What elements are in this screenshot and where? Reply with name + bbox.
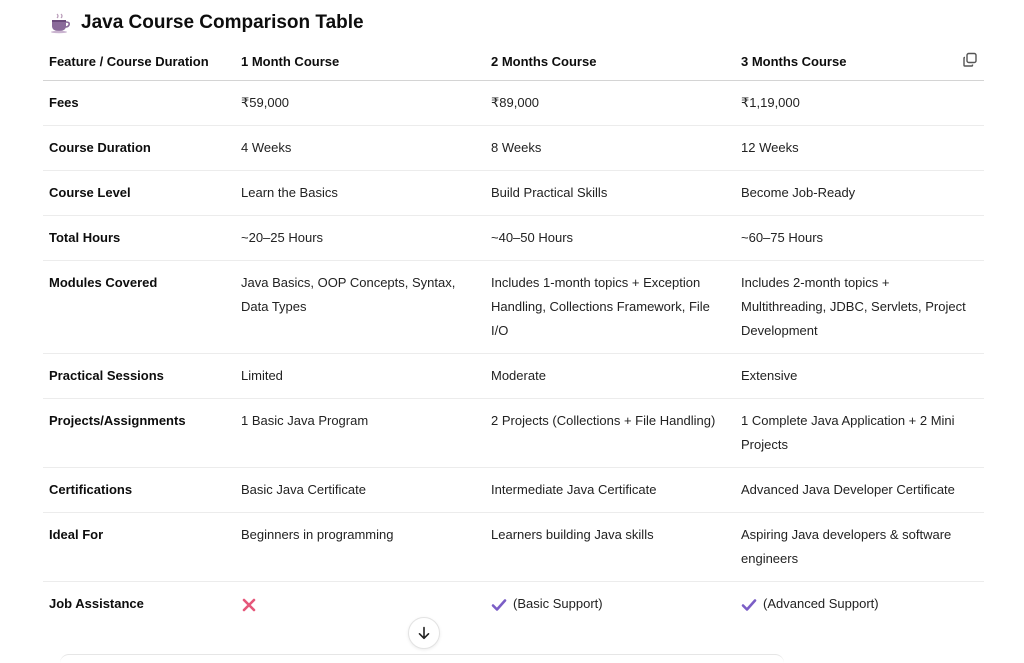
cell-1-month: Basic Java Certificate	[235, 468, 485, 513]
page-title-row	[49, 9, 364, 37]
row-feature: Course Duration	[43, 126, 235, 171]
scroll-to-bottom-button[interactable]	[408, 617, 440, 649]
row-feature: Fees	[43, 81, 235, 126]
job-assistance-2-months-text: (Basic Support)	[513, 596, 603, 611]
column-header-2-months: 2 Months Course	[485, 44, 735, 81]
cross-mark-icon	[241, 597, 257, 613]
column-header-feature: Feature / Course Duration	[43, 44, 235, 81]
row-feature: Certifications	[43, 468, 235, 513]
job-assistance-3-months-text: (Advanced Support)	[763, 596, 879, 611]
cell-2-months	[485, 582, 735, 627]
arrow-down-icon	[417, 626, 431, 640]
cell-3-months	[735, 582, 984, 627]
table-row	[43, 354, 984, 399]
cell-3-months: 12 Weeks	[735, 126, 984, 171]
table-row	[43, 468, 984, 513]
row-feature: Total Hours	[43, 216, 235, 261]
table-row	[43, 399, 984, 468]
cell-2-months: Learners building Java skills	[485, 513, 735, 582]
cell-3-months: Become Job-Ready	[735, 171, 984, 216]
cell-1-month	[235, 582, 485, 627]
cell-2-months: ~40–50 Hours	[485, 216, 735, 261]
row-feature: Ideal For	[43, 513, 235, 582]
row-feature: Practical Sessions	[43, 354, 235, 399]
table-row	[43, 513, 984, 582]
check-mark-icon	[491, 598, 507, 612]
cell-1-month: Beginners in programming	[235, 513, 485, 582]
cell-2-months: Intermediate Java Certificate	[485, 468, 735, 513]
page-title: Java Course Comparison Table	[81, 12, 364, 33]
table-row	[43, 171, 984, 216]
cell-3-months: Aspiring Java developers & software engineers	[735, 513, 984, 582]
cell-2-months: Moderate	[485, 354, 735, 399]
cell-1-month: ~20–25 Hours	[235, 216, 485, 261]
cell-1-month: Limited	[235, 354, 485, 399]
coffee-cup-icon	[49, 12, 71, 34]
row-feature: Modules Covered	[43, 261, 235, 354]
composer-edge	[60, 654, 784, 663]
cell-2-months: ₹89,000	[485, 81, 735, 126]
table-row	[43, 582, 984, 627]
table-header-row	[43, 44, 984, 81]
cell-1-month: Learn the Basics	[235, 171, 485, 216]
cell-1-month: 4 Weeks	[235, 126, 485, 171]
column-header-1-month: 1 Month Course	[235, 44, 485, 81]
column-header-3-months: 3 Months Course	[735, 44, 984, 81]
cell-2-months: 2 Projects (Collections + File Handling)	[485, 399, 735, 468]
cell-3-months: Advanced Java Developer Certificate	[735, 468, 984, 513]
table-row	[43, 216, 984, 261]
cell-3-months: 1 Complete Java Application + 2 Mini Projects	[735, 399, 984, 468]
table-row	[43, 81, 984, 126]
cell-1-month: ₹59,000	[235, 81, 485, 126]
comparison-table	[43, 44, 984, 626]
row-feature: Job Assistance	[49, 596, 144, 611]
cell-3-months: Includes 2-month topics + Multithreading, JDBC, Servlets, Project Development	[735, 261, 984, 354]
cell-3-months: Extensive	[735, 354, 984, 399]
cell-1-month: Java Basics, OOP Concepts, Syntax, Data Types	[235, 261, 485, 354]
cell-3-months: ₹1,19,000	[735, 81, 984, 126]
check-mark-icon	[741, 598, 757, 612]
row-feature: Course Level	[43, 171, 235, 216]
cell-2-months: Build Practical Skills	[485, 171, 735, 216]
table-row	[43, 261, 984, 354]
cell-3-months: ~60–75 Hours	[735, 216, 984, 261]
cell-2-months: 8 Weeks	[485, 126, 735, 171]
cell-1-month: 1 Basic Java Program	[235, 399, 485, 468]
row-feature: Projects/Assignments	[43, 399, 235, 468]
table-row	[43, 126, 984, 171]
cell-2-months: Includes 1-month topics + Exception Handling, Collections Framework, File I/O	[485, 261, 735, 354]
